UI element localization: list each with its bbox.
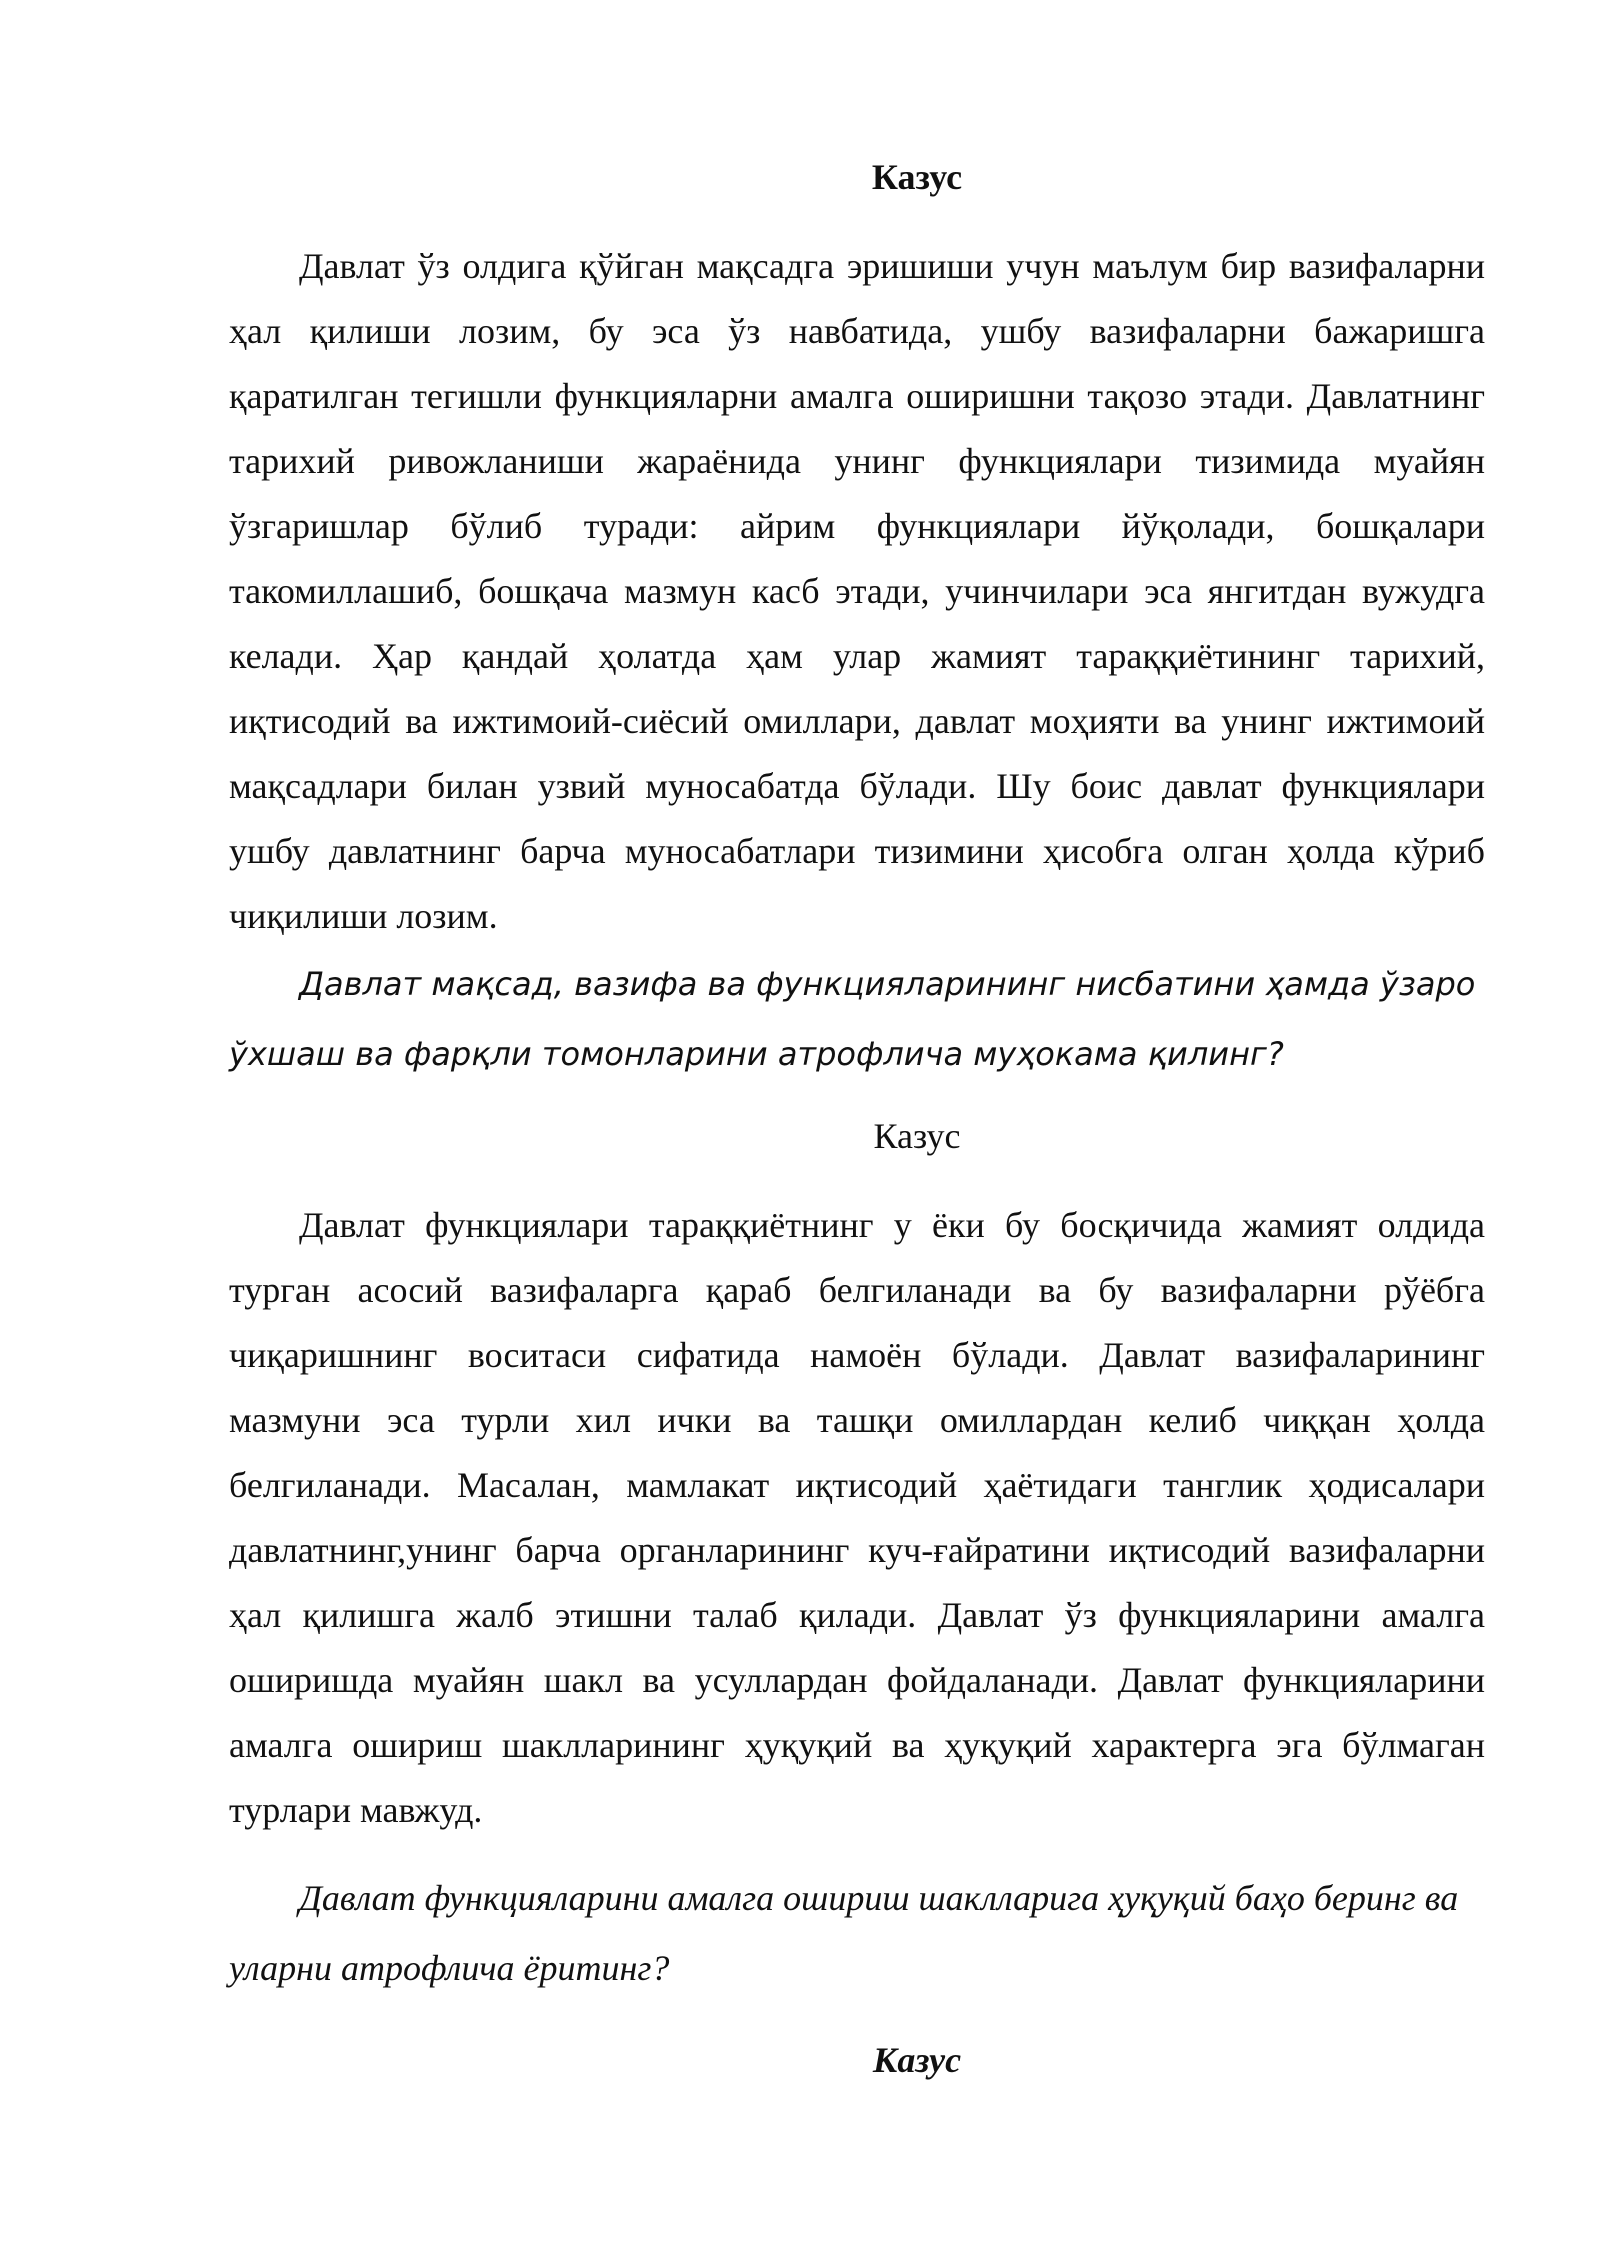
section-2-heading: Казус [873, 1116, 961, 1156]
section-1-heading: Казус [871, 157, 963, 197]
section-3-heading: Казус [872, 2040, 962, 2080]
section-1-question: Давлат мақсад, вазифа ва функцияларининг нисбатини ҳамда ўзаро ўхшаш ва фарқли томонларини атрофлича муҳокама қилинг? [229, 965, 1476, 1073]
section-2-question: Давлат функцияларини амалга ошириш шаклларига ҳуқуқий баҳо беринг ва уларни атрофлича ёритинг? [229, 1878, 1459, 1988]
section-1-paragraph: Давлат ўз олдига қўйган мақсадга эришиши учун маълум бир вазифаларни ҳал қилиши лозим, бу эса ўз навбатида, ушбу вазифаларни бажаришга қаратилган тегишли функцияларни амалга оширишни тақозо этади. Давлатнинг тарихий ривожланиши жараёнида унинг функциялари тизимида муайян ўзгаришлар бўлиб туради: айрим функциялари йўқолади, бошқалари такомиллашиб, бошқача мазмун касб этади, учинчилари эса янгитдан вужудга келади. Ҳар қандай ҳолатда ҳам улар жамият тараққиётининг тарихий, иқтисодий ва ижтимоий-сиёсий омиллари, давлат моҳияти ва унинг ижтимоий мақсадлари билан узвий муносабатда бўлади. Шу боис давлат функциялари ушбу давлатнинг барча муносабатлари тизимини ҳисобга олган ҳолда кўриб чиқилиши лозим. [229, 246, 1485, 936]
document-body [229, 150, 1485, 2117]
section-2-paragraph: Давлат функциялари тараққиётнинг у ёки бу босқичида жамият олдида турган асосий вазифаларга қараб белгиланади ва бу вазифаларни рўёбга чиқаришнинг воситаси сифатида намоён бўлади. Давлат вазифаларининг мазмуни эса турли хил ички ва ташқи омиллардан келиб чиққан ҳолда белгиланади. Масалан, мамлакат иқтисодий ҳаётидаги танглик ҳодисалари давлатнинг,унинг барча органларининг куч-ғайратини иқтисодий вазифаларни ҳал қилишга жалб этишни талаб қилади. Давлат ўз функцияларини амалга оширишда муайян шакл ва усуллардан фойдаланади. Давлат функцияларини амалга ошириш шаклларининг ҳуқуқий ва ҳуқуқий характерга эга бўлмаган турлари мавжуд. [229, 1205, 1485, 1830]
